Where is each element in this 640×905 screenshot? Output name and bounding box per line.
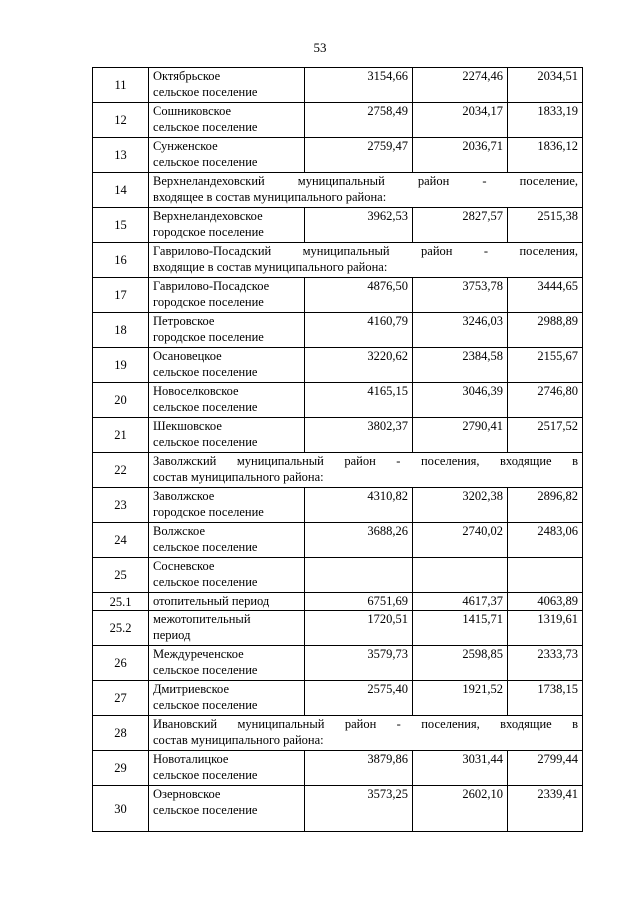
settlement-name-line: Новоселковское xyxy=(153,384,239,398)
row-number: 21 xyxy=(93,418,149,453)
table-row xyxy=(93,418,583,453)
value-cell-v2: 2384,58 xyxy=(413,348,508,383)
table-row xyxy=(93,383,583,418)
settlement-name-line: Октябрьское xyxy=(153,69,221,83)
settlement-name-line: сельское поселение xyxy=(153,155,258,169)
value-cell-v2: 2034,17 xyxy=(413,103,508,138)
value-cell-v3: 2515,38 xyxy=(508,208,583,243)
settlement-name-line: Верхнеландеховское xyxy=(153,209,263,223)
value-cell-v2: 2598,85 xyxy=(413,646,508,681)
table-body xyxy=(93,68,583,832)
district-header xyxy=(149,716,583,751)
value-cell-v1: 2758,49 xyxy=(305,103,413,138)
value-cell-v3: 2746,80 xyxy=(508,383,583,418)
settlement-name xyxy=(149,523,305,558)
value-cell-v2: 1921,52 xyxy=(413,681,508,716)
value-cell-v2: 4617,37 xyxy=(413,593,508,611)
value-cell-v1: 3688,26 xyxy=(305,523,413,558)
value-cell-v1: 2759,47 xyxy=(305,138,413,173)
settlement-name-line: Осановецкое xyxy=(153,349,222,363)
settlement-name xyxy=(149,278,305,313)
row-number: 13 xyxy=(93,138,149,173)
table-row xyxy=(93,558,583,593)
value-cell-v2: 2274,46 xyxy=(413,68,508,103)
row-number: 16 xyxy=(93,243,149,278)
value-cell-v2: 2790,41 xyxy=(413,418,508,453)
value-cell-v3: 2988,89 xyxy=(508,313,583,348)
district-header-line: состав муниципального района: xyxy=(153,733,324,747)
row-number: 28 xyxy=(93,716,149,751)
row-number: 26 xyxy=(93,646,149,681)
table-row xyxy=(93,488,583,523)
settlement-name-line: отопительный период xyxy=(153,594,270,608)
district-header-line: состав муниципального района: xyxy=(153,470,324,484)
table-row xyxy=(93,751,583,786)
settlement-name xyxy=(149,751,305,786)
table-row xyxy=(93,523,583,558)
settlement-name xyxy=(149,593,305,611)
settlement-name-line: городское поселение xyxy=(153,505,264,519)
settlement-name-line: городское поселение xyxy=(153,225,264,239)
settlement-name-line: Сосневское xyxy=(153,559,215,573)
settlement-name xyxy=(149,681,305,716)
row-number: 23 xyxy=(93,488,149,523)
value-cell-v3: 2333,73 xyxy=(508,646,583,681)
settlement-name xyxy=(149,313,305,348)
value-cell-v1: 3579,73 xyxy=(305,646,413,681)
value-cell-v2: 3246,03 xyxy=(413,313,508,348)
value-cell-v1: 3802,37 xyxy=(305,418,413,453)
row-number: 11 xyxy=(93,68,149,103)
value-cell-v2: 2036,71 xyxy=(413,138,508,173)
value-cell-v1: 2575,40 xyxy=(305,681,413,716)
value-cell-v1: 3220,62 xyxy=(305,348,413,383)
settlement-name-line: Сошниковское xyxy=(153,104,232,118)
value-cell-v1: 4310,82 xyxy=(305,488,413,523)
value-cell-v3: 4063,89 xyxy=(508,593,583,611)
district-header-row xyxy=(93,173,583,208)
value-cell-v3 xyxy=(508,558,583,593)
tariff-table xyxy=(92,67,583,832)
table-row xyxy=(93,103,583,138)
value-cell-v3: 2517,52 xyxy=(508,418,583,453)
settlement-name-line: сельское поселение xyxy=(153,120,258,134)
district-header-line: Гаврилово-Посадский муниципальный район - поселения, xyxy=(153,244,578,258)
value-cell-v3: 1833,19 xyxy=(508,103,583,138)
settlement-name xyxy=(149,646,305,681)
value-cell-v3: 1319,61 xyxy=(508,611,583,646)
value-cell-v2: 2740,02 xyxy=(413,523,508,558)
row-number: 14 xyxy=(93,173,149,208)
value-cell-v2: 2827,57 xyxy=(413,208,508,243)
settlement-name-line: Заволжское xyxy=(153,489,215,503)
value-cell-v3: 2896,82 xyxy=(508,488,583,523)
value-cell-v1: 4876,50 xyxy=(305,278,413,313)
table-row xyxy=(93,278,583,313)
row-number: 29 xyxy=(93,751,149,786)
value-cell-v1: 4160,79 xyxy=(305,313,413,348)
value-cell-v2: 3031,44 xyxy=(413,751,508,786)
settlement-name-line: сельское поселение xyxy=(153,663,258,677)
settlement-name-line: сельское поселение xyxy=(153,698,258,712)
value-cell-v2 xyxy=(413,558,508,593)
row-number: 17 xyxy=(93,278,149,313)
district-header xyxy=(149,243,583,278)
row-number: 18 xyxy=(93,313,149,348)
settlement-name-line: сельское поселение xyxy=(153,768,258,782)
row-number: 30 xyxy=(93,786,149,832)
table-row xyxy=(93,313,583,348)
settlement-name xyxy=(149,103,305,138)
settlement-name xyxy=(149,208,305,243)
settlement-name-line: сельское поселение xyxy=(153,540,258,554)
row-number: 25 xyxy=(93,558,149,593)
district-header-line: Ивановский муниципальный район - поселения, входящие в xyxy=(153,717,578,731)
settlement-name-line: Гаврилово-Посадское xyxy=(153,279,270,293)
table-row xyxy=(93,786,583,832)
settlement-name xyxy=(149,488,305,523)
settlement-name-line: сельское поселение xyxy=(153,435,258,449)
value-cell-v2: 1415,71 xyxy=(413,611,508,646)
district-header-line: входящее в состав муниципального района: xyxy=(153,190,387,204)
settlement-name-line: Волжское xyxy=(153,524,206,538)
table-row xyxy=(93,611,583,646)
table-row xyxy=(93,593,583,611)
table-row xyxy=(93,138,583,173)
value-cell-v1: 1720,51 xyxy=(305,611,413,646)
settlement-name-line: сельское поселение xyxy=(153,400,258,414)
settlement-name-line: период xyxy=(153,628,191,642)
settlement-name-line: сельское поселение xyxy=(153,85,258,99)
page-number: 53 xyxy=(313,40,327,55)
settlement-name xyxy=(149,348,305,383)
table-row xyxy=(93,348,583,383)
value-cell-v3: 2483,06 xyxy=(508,523,583,558)
district-header-row xyxy=(93,243,583,278)
value-cell-v1: 3879,86 xyxy=(305,751,413,786)
settlement-name-line: городское поселение xyxy=(153,330,264,344)
settlement-name-line: Новоталицкое xyxy=(153,752,229,766)
row-number: 24 xyxy=(93,523,149,558)
settlement-name xyxy=(149,68,305,103)
table-row xyxy=(93,646,583,681)
settlement-name-line: Междуреченское xyxy=(153,647,244,661)
settlement-name xyxy=(149,138,305,173)
value-cell-v1: 3154,66 xyxy=(305,68,413,103)
settlement-name-line: Сунженское xyxy=(153,139,218,153)
settlement-name xyxy=(149,786,305,832)
value-cell-v2: 2602,10 xyxy=(413,786,508,832)
row-number: 15 xyxy=(93,208,149,243)
settlement-name-line: городское поселение xyxy=(153,295,264,309)
row-number: 27 xyxy=(93,681,149,716)
table-row xyxy=(93,681,583,716)
district-header-line: Заволжский муниципальный район - поселения, входящие в xyxy=(153,454,578,468)
value-cell-v3: 1836,12 xyxy=(508,138,583,173)
value-cell-v3: 2034,51 xyxy=(508,68,583,103)
value-cell-v1 xyxy=(305,558,413,593)
settlement-name-line: сельское поселение xyxy=(153,803,258,817)
settlement-name xyxy=(149,418,305,453)
value-cell-v1: 4165,15 xyxy=(305,383,413,418)
settlement-name-line: сельское поселение xyxy=(153,575,258,589)
value-cell-v3: 1738,15 xyxy=(508,681,583,716)
row-number: 25.2 xyxy=(93,611,149,646)
settlement-name-line: межотопительный xyxy=(153,612,251,626)
row-number: 25.1 xyxy=(93,593,149,611)
value-cell-v1: 6751,69 xyxy=(305,593,413,611)
settlement-name xyxy=(149,558,305,593)
table-row xyxy=(93,68,583,103)
row-number: 22 xyxy=(93,453,149,488)
settlement-name-line: Дмитриевское xyxy=(153,682,229,696)
district-header xyxy=(149,453,583,488)
settlement-name-line: Петровское xyxy=(153,314,215,328)
value-cell-v3: 2799,44 xyxy=(508,751,583,786)
value-cell-v2: 3753,78 xyxy=(413,278,508,313)
settlement-name xyxy=(149,611,305,646)
value-cell-v2: 3202,38 xyxy=(413,488,508,523)
row-number: 19 xyxy=(93,348,149,383)
district-header-row xyxy=(93,716,583,751)
value-cell-v1: 3573,25 xyxy=(305,786,413,832)
row-number: 12 xyxy=(93,103,149,138)
value-cell-v1: 3962,53 xyxy=(305,208,413,243)
value-cell-v3: 3444,65 xyxy=(508,278,583,313)
settlement-name xyxy=(149,383,305,418)
district-header-row xyxy=(93,453,583,488)
row-number: 20 xyxy=(93,383,149,418)
table-row xyxy=(93,208,583,243)
settlement-name-line: сельское поселение xyxy=(153,365,258,379)
district-header-line: Верхнеландеховский муниципальный район - поселение, xyxy=(153,174,578,188)
value-cell-v3: 2339,41 xyxy=(508,786,583,832)
district-header xyxy=(149,173,583,208)
settlement-name-line: Озерновское xyxy=(153,787,221,801)
value-cell-v3: 2155,67 xyxy=(508,348,583,383)
value-cell-v2: 3046,39 xyxy=(413,383,508,418)
district-header-line: входящие в состав муниципального района: xyxy=(153,260,388,274)
settlement-name-line: Шекшовское xyxy=(153,419,222,433)
